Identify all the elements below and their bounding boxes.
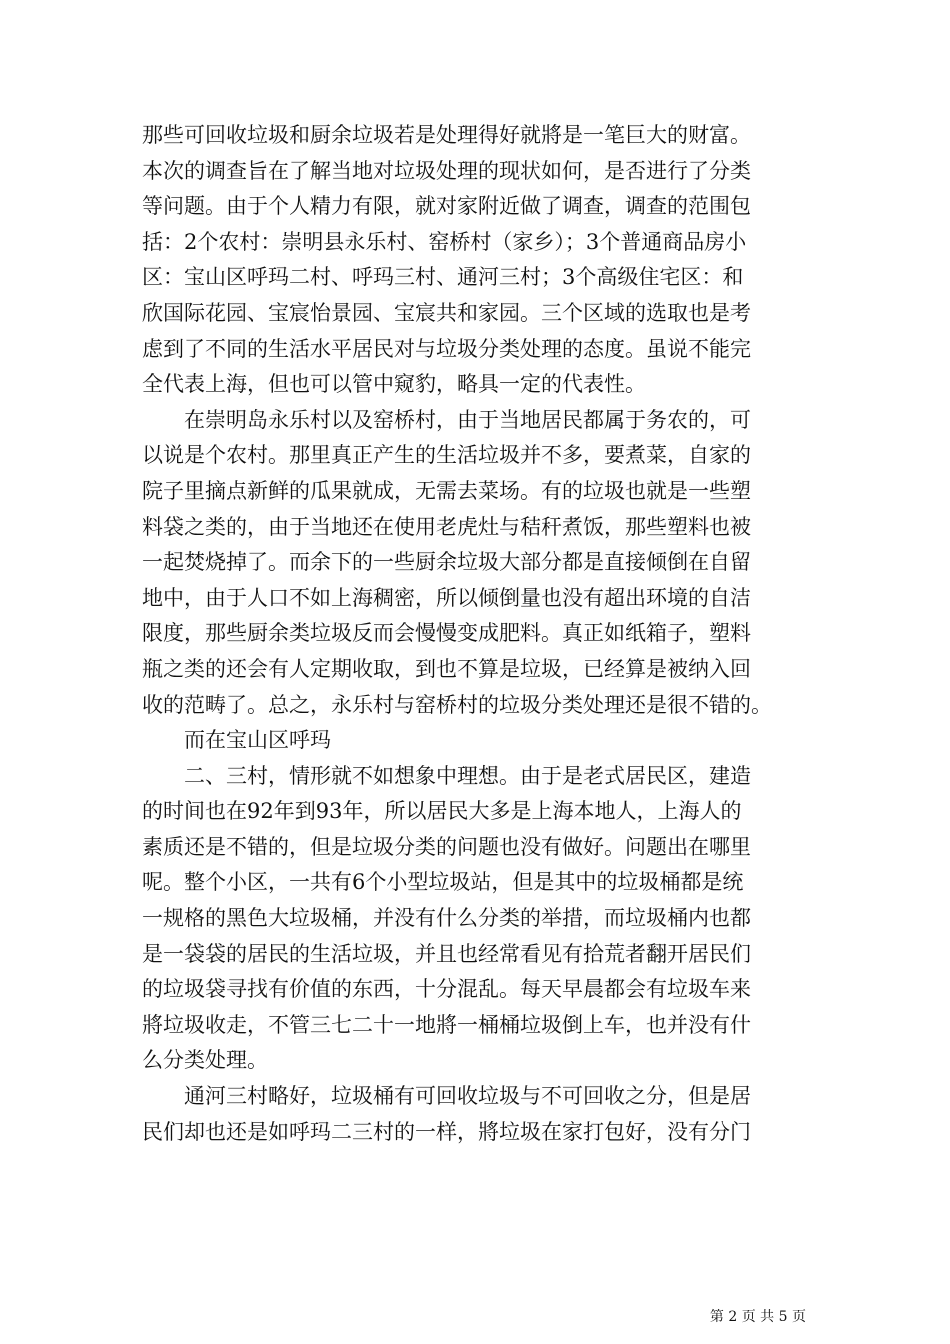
text-line: 院子里摘点新鲜的瓜果就成，无需去菜场。有的垃圾也就是一些塑	[142, 478, 751, 503]
text-line: 限度，那些厨余类垃圾反而会慢慢变成肥料。真正如纸箱子，塑料	[142, 621, 751, 646]
text-line: 么分类处理。	[142, 1048, 268, 1073]
text-line: 在崇明岛永乐村以及窑桥村，由于当地居民都属于务农的，可	[184, 407, 751, 432]
text-line: 括：2个农村：崇明县永乐村、窑桥村（家乡）；3个普通商品房小	[142, 229, 747, 254]
text-line: 地中，由于人口不如上海稠密，所以倾倒量也没有超出环境的自洁	[142, 585, 751, 610]
text-line: 区：宝山区呼玛二村、呼玛三村、通河三村；3个高级住宅区：和	[142, 265, 744, 290]
text-line: 呢。整个小区，一共有6个小型垃圾站，但是其中的垃圾桶都是统	[142, 870, 744, 895]
text-line: 的垃圾袋寻找有价值的东西，十分混乱。每天早晨都会有垃圾车来	[142, 977, 751, 1002]
text-line: 通河三村略好，垃圾桶有可回收垃圾与不可回收之分，但是居	[184, 1084, 751, 1109]
text-line: 收的范畴了。总之，永乐村与窑桥村的垃圾分类处理还是很不错的。	[142, 692, 772, 717]
text-line: 全代表上海，但也可以管中窥豹，略具一定的代表性。	[142, 372, 646, 397]
text-line: 一规格的黑色大垃圾桶，并没有什么分类的举措，而垃圾桶内也都	[142, 906, 751, 931]
text-line: 將垃圾收走，不管三七二十一地將一桶桶垃圾倒上车，也并没有什	[142, 1012, 751, 1037]
text-line: 素质还是不错的，但是垃圾分类的问题也没有做好。问题出在哪里	[142, 834, 751, 859]
text-line: 一起焚烧掉了。而余下的一些厨余垃圾大部分都是直接倾倒在自留	[142, 550, 751, 575]
text-line: 等问题。由于个人精力有限，就对家附近做了调查，调查的范围包	[142, 194, 751, 219]
text-line: 以说是个农村。那里真正产生的生活垃圾并不多，要煮菜，自家的	[142, 443, 751, 468]
text-line: 欣国际花园、宝宸怡景园、宝宸共和家园。三个区域的选取也是考	[142, 300, 751, 325]
text-line: 是一袋袋的居民的生活垃圾，并且也经常看见有拾荒者翻开居民们	[142, 941, 751, 966]
text-line: 而在宝山区呼玛	[184, 728, 331, 753]
text-line: 虑到了不同的生活水平居民对与垃圾分类处理的态度。虽说不能完	[142, 336, 751, 361]
document-body	[142, 118, 810, 1150]
text-line: 二、三村，情形就不如想象中理想。由于是老式居民区，建造	[184, 763, 751, 788]
text-line: 民们却也还是如呼玛二三村的一样，將垃圾在家打包好，没有分门	[142, 1119, 751, 1144]
text-line: 料袋之类的，由于当地还在使用老虎灶与秸秆煮饭，那些塑料也被	[142, 514, 751, 539]
page-number-footer: 第 2 页 共 5 页	[709, 1309, 806, 1325]
text-line: 瓶之类的还会有人定期收取，到也不算是垃圾，已经算是被纳入回	[142, 656, 751, 681]
text-line: 的时间也在92年到93年，所以居民大多是上海本地人，上海人的	[142, 799, 742, 824]
text-line: 本次的调查旨在了解当地对垃圾处理的现状如何，是否进行了分类	[142, 158, 751, 183]
text-line: 那些可回收垃圾和厨余垃圾若是处理得好就將是一笔巨大的财富。	[142, 123, 751, 147]
